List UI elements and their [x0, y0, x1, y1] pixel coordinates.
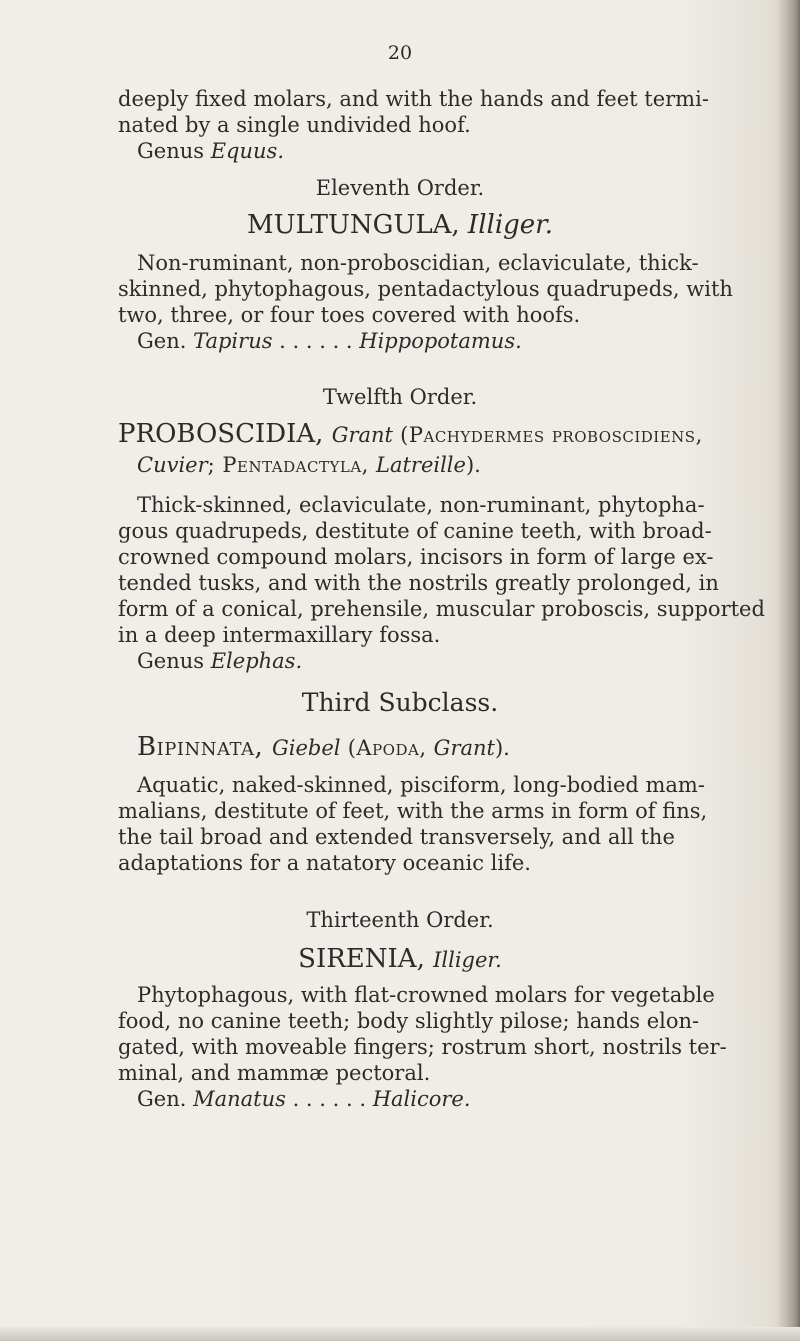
genus-name: Manatus	[193, 1087, 286, 1111]
text-line: gated, with moveable fingers; rostrum short, nostrils ter-	[118, 1035, 727, 1059]
text-line: Phytophagous, with flat-crowned molars for vegetable	[137, 983, 715, 1007]
order-author: Illiger.	[467, 210, 554, 240]
order-heading: Twelfth Order.	[322, 385, 478, 409]
synonym-author: Latreille	[376, 453, 466, 477]
subclass-synonym: (Apoda,	[340, 736, 434, 760]
text-line: deeply fixed molars, and with the hands and feet termi-	[118, 87, 709, 111]
gen-prefix: Gen.	[137, 329, 194, 353]
genus-prefix: Genus	[137, 139, 211, 163]
subclass-heading: Third Subclass.	[301, 688, 499, 717]
text-line: the tail broad and extended transversely, and all the	[118, 825, 675, 849]
synonym-author: Cuvier	[137, 453, 208, 477]
text-line: skinned, phytophagous, pentadactylous quadrupeds, with	[118, 277, 733, 301]
order-synonym: (Pachydermes proboscidiens,	[393, 423, 703, 447]
text-line: malians, destitute of feet, with the arms in form of fins,	[118, 799, 708, 823]
subclass-name	[0, 734, 800, 761]
order-name	[0, 946, 800, 973]
text-line: tended tusks, and with the nostrils greatly prolonged, in	[118, 571, 719, 595]
leader-dots: . . . . . .	[272, 329, 360, 353]
text-line: adaptations for a natatory oceanic life.	[118, 851, 531, 875]
gen-prefix: Gen.	[137, 1087, 194, 1111]
genus-line	[0, 648, 800, 674]
leader-dots: . . . . . .	[285, 1087, 373, 1111]
synonym-close: ).	[494, 736, 510, 760]
order-heading: Eleventh Order.	[315, 176, 485, 200]
synonym-name: ; Pentadactyla,	[207, 453, 376, 477]
text-line: food, no canine teeth; body slightly pilose; hands elon-	[118, 1009, 700, 1033]
order-heading: Thirteenth Order.	[306, 908, 494, 932]
text-line: form of a conical, prehensile, muscular proboscis, supported	[118, 597, 765, 621]
order-name	[0, 421, 800, 448]
text-line: Thick-skinned, eclaviculate, non-ruminant, phytopha-	[137, 493, 705, 517]
synonym-close: ).	[465, 453, 481, 477]
text-line: two, three, or four toes covered with hoofs.	[118, 303, 581, 327]
genera-line	[0, 328, 800, 354]
text-line: nated by a single undivided hoof.	[118, 113, 471, 137]
genus-line	[0, 138, 800, 164]
subclass-title: Bipinnata,	[137, 732, 273, 762]
synonym-author: Grant	[433, 736, 495, 760]
order-author: Grant	[331, 423, 393, 447]
genus-name: Equus.	[210, 139, 284, 163]
text-line: crowned compound molars, incisors in form of large ex-	[118, 545, 714, 569]
text-line: gous quadrupeds, destitute of canine teeth, with broad-	[118, 519, 712, 543]
order-title: PROBOSCIDIA,	[118, 419, 332, 449]
order-author: Illiger.	[433, 948, 502, 972]
genus-name: Elephas.	[210, 649, 303, 673]
genus-prefix: Genus	[137, 649, 211, 673]
order-name	[0, 212, 800, 238]
genus-name: Tapirus	[193, 329, 273, 353]
text-line: Non-ruminant, non-proboscidian, eclaviculate, thick-	[137, 251, 699, 275]
order-synonym-line	[0, 452, 800, 478]
text-line: Aquatic, naked-skinned, pisciform, long-bodied mam-	[137, 773, 705, 797]
genus-name: Halicore.	[372, 1087, 471, 1111]
text-line: in a deep intermaxillary fossa.	[118, 623, 441, 647]
page-bottom-edge	[0, 1327, 800, 1341]
genera-line	[0, 1086, 800, 1112]
subclass-author: Giebel	[272, 736, 341, 760]
order-title: MULTUNGULA,	[246, 210, 468, 240]
order-title: SIRENIA,	[298, 944, 434, 974]
genus-name: Hippopotamus.	[359, 329, 522, 353]
text-line: minal, and mammæ pectoral.	[118, 1061, 431, 1085]
page-number: 20	[387, 42, 413, 64]
